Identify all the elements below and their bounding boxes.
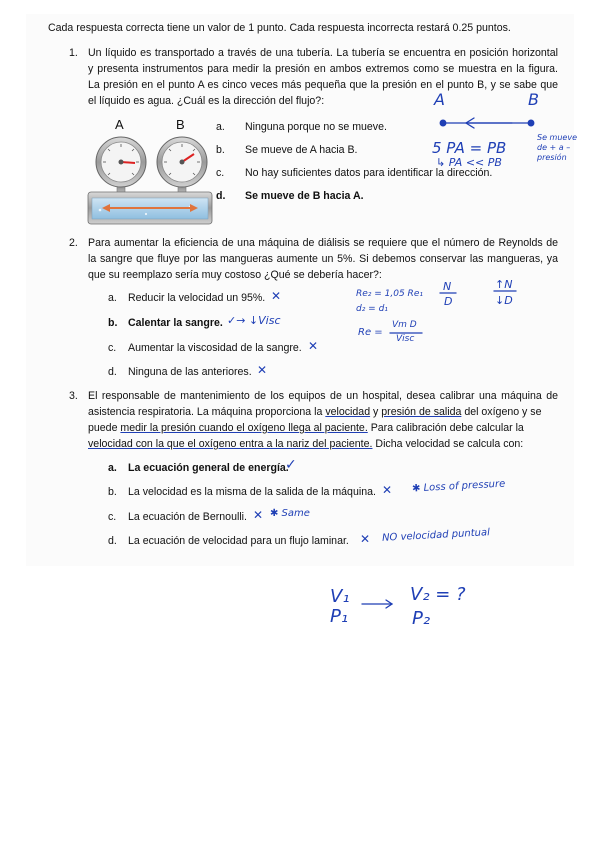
hw-q3-mark-d: ✕ [360,532,371,546]
q3-number: 3. [69,390,78,402]
hw-q3-mark-c: ✕ [253,508,264,522]
figure-label-b: B [176,117,185,132]
q2-option-b-text: Calentar la sangre. [128,317,223,329]
hw-q3-note-b: ✱ Loss of pressure [411,478,506,495]
hw-q2-formula-num: Vm D [392,320,417,330]
hw-q2-mark-c: ✕ [308,339,319,353]
q3-underline-medir: medir la presión cuando el oxígeno llega al paciente. [120,422,368,434]
hw-q2-frac1-num: N [443,280,452,293]
q2-option-a-text: Reducir la velocidad un 95%. [128,292,266,304]
hw-q2-d: d₂ = d₁ [356,304,388,314]
hw-bottom-arrow [367,594,368,595]
hw-q2-frac2-den: ↓D [495,294,513,307]
q3-underline-presion: presión de salida [381,406,462,418]
q3-line-4-after: Dicha velocidad se calcula con: [372,438,524,450]
q3-option-a-letter: a. [108,462,117,474]
q3-option-b-letter: b. [108,486,117,498]
q1-line-4: el líquido es agua. ¿Cuál es la dirección del flujo?: [88,95,325,107]
hw-q1-b: B [528,90,539,109]
q2-option-a-letter: a. [108,292,117,304]
q1-option-b-letter: b. [216,144,225,156]
q3-option-b-text: La velocidad es la misma de la salida de la máquina. [128,486,376,498]
q1-line-2: y presenta instrumentos para medir la presión en ambos extremos como se muestra en la figura. [88,63,558,75]
q2-line-2: la sangre que fluye por las mangueras aumente un 5%. Si debemos conservar las mangueras, ya [88,253,558,265]
header-instructions: Cada respuesta correcta tiene un valor de 1 punto. Cada respuesta incorrecta restará 0.25 puntos. [48,22,511,34]
q3-option-d-letter: d. [108,535,117,547]
q1-option-b-text: Se mueve de A hacia B. [245,144,358,156]
hw-q1-side-1: Se mueve [537,133,577,142]
q2-option-c-text: Aumentar la viscosidad de la sangre. [128,342,302,354]
hw-q3-check: ✓ [285,457,297,473]
hw-q1-side-2: de + a – [537,143,571,152]
q1-option-c-letter: c. [216,167,225,179]
q3-line-2-mid: y [370,406,382,418]
hw-q1-a: A [434,90,445,109]
hw-q2-mark-d: ✕ [257,363,268,377]
q2-option-c-letter: c. [108,342,117,354]
q3-line-2-before: asistencia respiratoria. La máquina proporciona la [88,406,326,418]
q1-line-3: La presión en el punto A es cinco veces más pequeña que la presión en el punto B, y se sabe que [88,79,558,91]
hw-q3-note-d: NO velocidad puntual [381,527,491,544]
hw-q1-eq: 5 PA = PB [432,139,507,157]
hw-q3-note-c: ✱ Same [270,508,310,519]
q2-option-b-letter: b. [108,317,118,329]
hw-q2-formula-den: Visc [396,334,415,344]
hw-q1-ineq: ↳ PA << PB [436,156,502,169]
q1-option-d-text: Se mueve de B hacia A. [245,190,364,202]
hw-q2-formula-lhs: Re = [358,327,383,338]
q3-line-3-after: Para calibración debe calcular la [367,422,524,434]
hw-q2-mark-a: ✕ [271,289,282,303]
q2-option-d-letter: d. [108,366,117,378]
q2-number: 2. [69,237,78,249]
hw-bottom-p1: P₁ [330,606,349,627]
hw-q3-mark-b: ✕ [382,483,393,497]
q1-option-a-letter: a. [216,121,225,133]
q2-line-3: que su reemplazo sería muy costoso ¿Qué se debería hacer?: [88,269,382,281]
q2-line-1: Para aumentar la eficiencia de una máquina de diálisis se requiere que el número de Reynolds de [88,237,558,249]
q3-option-c-letter: c. [108,511,117,523]
q3-underline-velocidad-nariz: velocidad con la que el oxígeno entra a la nariz del paciente. [88,438,373,450]
hw-q2-check-note: ✓→ ↓Visc [227,314,281,327]
hw-q2-re: Re₂ = 1,05 Re₁ [356,289,423,299]
q3-option-c-text: La ecuación de Bernoulli. [128,511,247,523]
q3-line-2-after: del oxígeno y se [461,406,542,418]
q3-underline-velocidad: velocidad [325,406,371,418]
q3-option-d-text: La ecuación de velocidad para un flujo laminar. [128,535,349,547]
q2-option-d-text: Ninguna de las anteriores. [128,366,252,378]
q3-line-3-before: puede [88,422,121,434]
q1-option-d-letter: d. [216,190,226,202]
q1-option-c-text: No hay suficientes datos para identificar la dirección. [245,167,493,179]
q3-option-a-text: La ecuación general de energía. [128,462,289,474]
q1-number: 1. [69,47,78,59]
q3-line-1: El responsable de mantenimiento de los equipos de un hospital, desea calibrar una máquina de [88,390,558,402]
q1-line-1: Un líquido es transportado a través de una tubería. La tubería se encuentra en posición horizontal [88,47,558,59]
hw-bottom-v1: V₁ [330,586,350,607]
hw-q1-side-3: presión [537,153,567,162]
hw-bottom-v2: V₂ = ? [410,584,466,605]
figure-label-a: A [115,117,124,132]
hw-q2-frac2-num: ↑N [495,278,513,291]
q1-option-a-text: Ninguna porque no se mueve. [245,121,387,133]
hw-q2-frac1-den: D [444,295,453,308]
hw-bottom-p2: P₂ [412,608,431,629]
